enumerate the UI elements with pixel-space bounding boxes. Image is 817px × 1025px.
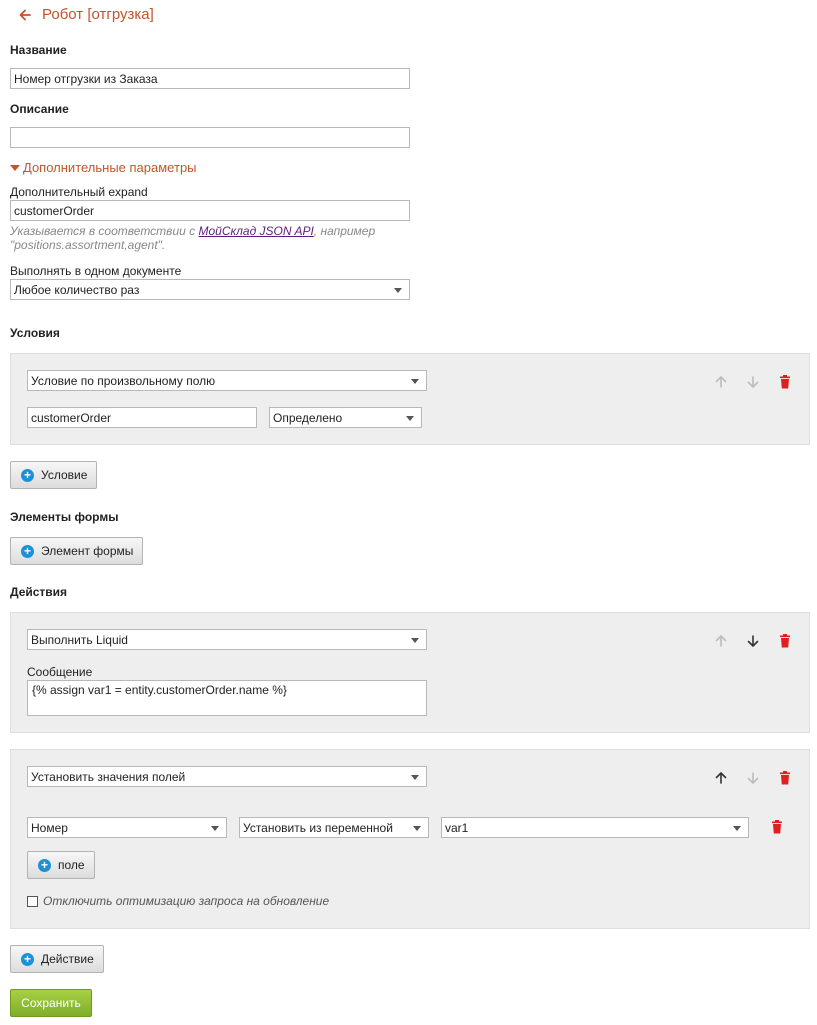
add-form-element-label: Элемент формы bbox=[41, 544, 134, 558]
page-title: Робот [отгрузка] bbox=[42, 6, 154, 23]
chevron-down-icon bbox=[413, 826, 421, 831]
condition-panel bbox=[10, 353, 810, 445]
disable-optimization-label: Отключить оптимизацию запроса на обновление bbox=[43, 894, 330, 908]
arrow-down-icon[interactable] bbox=[745, 770, 761, 786]
chevron-down-icon bbox=[406, 416, 414, 421]
mode-select[interactable] bbox=[239, 817, 429, 838]
expand-input[interactable]: customerOrder bbox=[10, 200, 410, 221]
add-condition-button[interactable] bbox=[10, 461, 97, 489]
conditions-title: Условия bbox=[10, 326, 60, 340]
add-condition-label: Условие bbox=[41, 468, 88, 482]
chevron-down-icon bbox=[394, 288, 402, 293]
arrow-down-icon[interactable] bbox=[745, 374, 761, 390]
expand-hint-prefix: Указывается в соответствии с bbox=[10, 224, 199, 238]
action-type-select[interactable] bbox=[27, 629, 427, 650]
chevron-down-icon bbox=[411, 775, 419, 780]
action-type-value: Выполнить Liquid bbox=[31, 633, 128, 647]
expand-hint-example: "positions.assortment,agent". bbox=[10, 238, 166, 252]
condition-type-value: Условие по произвольному полю bbox=[31, 374, 216, 388]
plus-circle-icon: + bbox=[21, 469, 34, 482]
arrow-up-icon[interactable] bbox=[713, 770, 729, 786]
variable-select-value: var1 bbox=[445, 821, 469, 835]
chevron-down-icon bbox=[411, 379, 419, 384]
add-field-label: поле bbox=[58, 858, 85, 872]
run-select[interactable] bbox=[10, 279, 410, 300]
caret-down-icon bbox=[10, 165, 20, 171]
add-action-label: Действие bbox=[41, 952, 94, 966]
disable-optimization-checkbox[interactable] bbox=[27, 896, 38, 907]
run-label: Выполнять в одном документе bbox=[10, 264, 182, 278]
condition-field-input[interactable]: customerOrder bbox=[27, 407, 257, 428]
name-label: Название bbox=[10, 43, 67, 57]
arrow-left-icon bbox=[18, 8, 32, 22]
field-select[interactable] bbox=[27, 817, 227, 838]
arrow-up-icon[interactable] bbox=[713, 374, 729, 390]
run-select-value: Любое количество раз bbox=[14, 283, 140, 297]
actions-title: Действия bbox=[10, 585, 68, 599]
trash-icon[interactable] bbox=[769, 819, 785, 835]
trash-icon[interactable] bbox=[777, 374, 793, 390]
add-field-button[interactable] bbox=[27, 851, 95, 879]
extra-params-label: Дополнительные параметры bbox=[23, 160, 197, 175]
name-input[interactable]: Номер отгрузки из Заказа bbox=[10, 68, 410, 89]
field-select-value: Номер bbox=[31, 821, 68, 835]
disable-optimization-option[interactable] bbox=[27, 894, 329, 908]
message-label: Сообщение bbox=[27, 665, 93, 679]
chevron-down-icon bbox=[733, 826, 741, 831]
arrow-down-icon[interactable] bbox=[745, 633, 761, 649]
add-action-button[interactable] bbox=[10, 945, 104, 973]
plus-circle-icon: + bbox=[21, 953, 34, 966]
action-type-value: Установить значения полей bbox=[31, 770, 186, 784]
condition-operator-value: Определено bbox=[273, 411, 343, 425]
arrow-up-icon[interactable] bbox=[713, 633, 729, 649]
expand-label: Дополнительный expand bbox=[10, 185, 148, 199]
form-elements-title: Элементы формы bbox=[10, 510, 119, 524]
chevron-down-icon bbox=[211, 826, 219, 831]
add-form-element-button[interactable] bbox=[10, 537, 143, 565]
description-input[interactable] bbox=[10, 127, 410, 148]
description-label: Описание bbox=[10, 102, 69, 116]
api-doc-link[interactable]: МойСклад JSON API bbox=[198, 224, 314, 238]
save-button[interactable]: Сохранить bbox=[10, 989, 92, 1017]
chevron-down-icon bbox=[411, 638, 419, 643]
variable-select[interactable] bbox=[441, 817, 749, 838]
trash-icon[interactable] bbox=[777, 633, 793, 649]
trash-icon[interactable] bbox=[777, 770, 793, 786]
expand-hint-suffix: , например bbox=[313, 224, 376, 238]
condition-type-select[interactable] bbox=[27, 370, 427, 391]
message-textarea[interactable]: {% assign var1 = entity.customerOrder.name %} bbox=[27, 680, 427, 716]
action-type-select[interactable] bbox=[27, 766, 427, 787]
plus-circle-icon: + bbox=[21, 545, 34, 558]
plus-circle-icon: + bbox=[38, 859, 51, 872]
condition-operator-select[interactable] bbox=[269, 407, 422, 428]
extra-params-toggle[interactable] bbox=[10, 160, 197, 175]
back-link[interactable] bbox=[18, 6, 154, 23]
mode-select-value: Установить из переменной bbox=[243, 821, 393, 835]
expand-hint bbox=[10, 224, 390, 252]
